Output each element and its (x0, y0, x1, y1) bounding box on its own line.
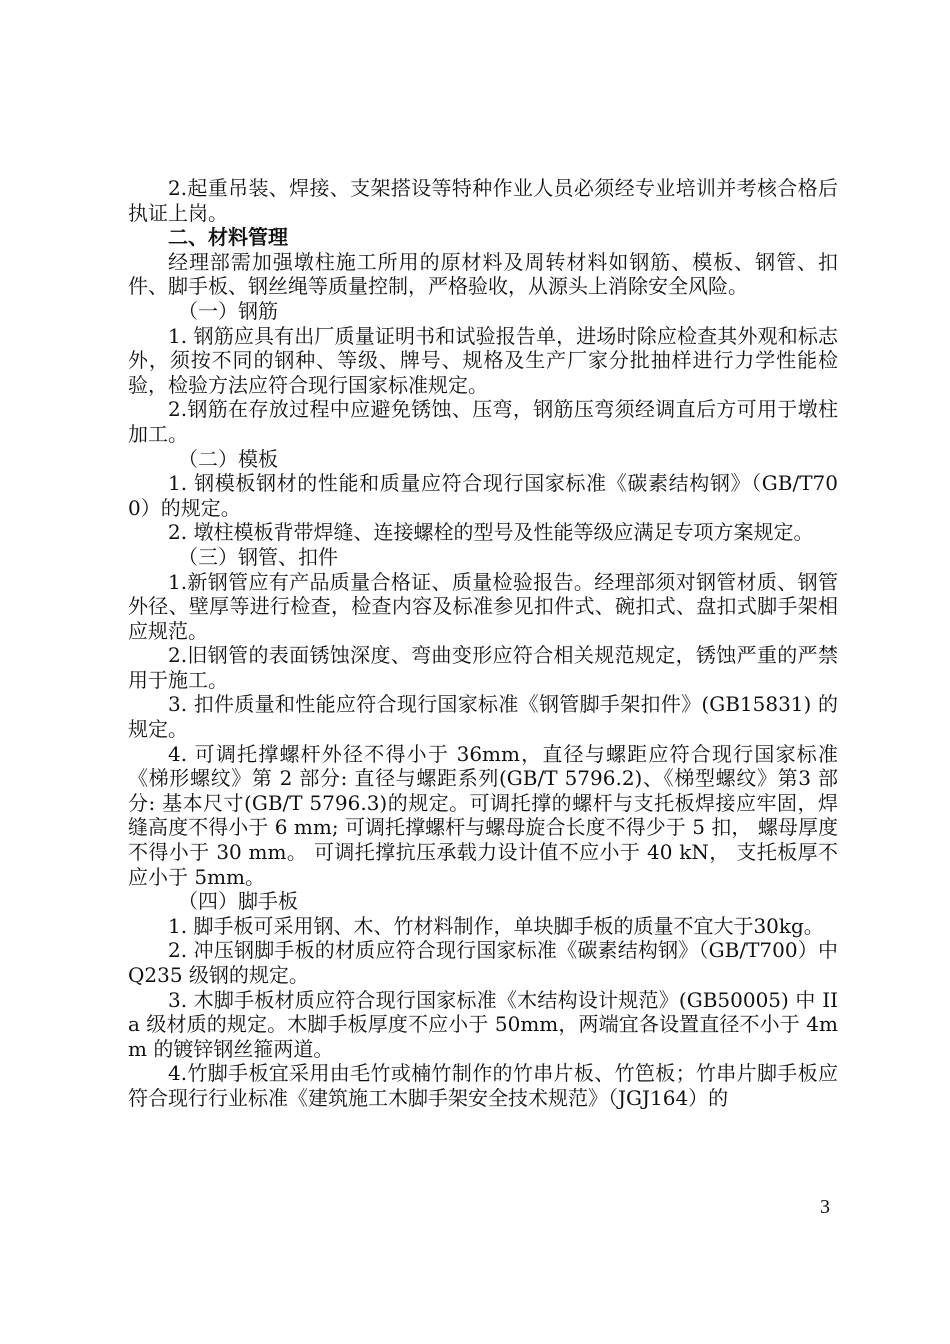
paragraph-scaffold-board-2: 2. 冲压钢脚手板的材质应符合现行国家标准《碳素结构钢》（GB/T700）中 Q235 级钢的规定。 (128, 938, 838, 987)
paragraph-scaffold-board-4: 4.竹脚手板宜采用由毛竹或楠竹制作的竹串片板、竹笆板；竹串片脚手板应符合现行行业标准《建筑施工木脚手架安全技术规范》（JGJ164）的 (128, 1061, 838, 1110)
paragraph-materials-intro: 经理部需加强墩柱施工所用的原材料及周转材料如钢筋、模板、钢管、扣件、脚手板、钢丝绳等质量控制，严格验收，从源头上消除安全风险。 (128, 249, 838, 299)
document-body (128, 176, 838, 1111)
paragraph-formwork-2: 2. 墩柱模板背带焊缝、连接螺栓的型号及性能等级应满足专项方案规定。 (168, 520, 814, 545)
subheading-formwork: （二）模板 (178, 446, 278, 471)
section-heading-materials: 二、材料管理 (168, 225, 288, 250)
paragraph-steel-pipe-1: 1.新钢管应有产品质量合格证、质量检验报告。经理部须对钢管材质、钢管外径、壁厚等进行检查，检查内容及标准参见扣件式、碗扣式、盘扣式脚手架相应规范。 (128, 569, 838, 643)
subheading-steel-pipe: （三）钢管、扣件 (178, 544, 338, 569)
paragraph-steel-pipe-4: 4. 可调托撑螺杆外径不得小于 36mm，直径与螺距应符合现行国家标准《梯形螺纹》第 2 部分: 直径与螺距系列(GB/T 5796.2)、《梯型螺纹》第3 部分: 基本尺寸(GB/T 5796.3)的规定。可调托撑的螺杆与支托板焊接应牢固，焊缝高度不得小于 6 mm; 可调托撑螺杆与螺母旋合长度不得少于 5 扣， 螺母厚度不得小于 30 mm。 可调托撑抗压承载力设计值不应小于 40 kN， 支托板厚不应小于 5mm。 (128, 741, 838, 889)
paragraph-scaffold-board-1: 1. 脚手板可采用钢、木、竹材料制作，单块脚手板的质量不宜大于30kg。 (168, 913, 824, 938)
page-number: 3 (820, 1196, 830, 1218)
paragraph-qualification: 2.起重吊装、焊接、支架搭设等特种作业人员必须经专业培训并考核合格后执证上岗。 (128, 176, 838, 225)
paragraph-rebar-2: 2.钢筋在存放过程中应避免锈蚀、压弯，钢筋压弯须经调直后方可用于墩柱加工。 (128, 397, 838, 446)
paragraph-rebar-1: 1. 钢筋应具有出厂质量证明书和试验报告单，进场时除应检查其外观和标志外，须按不同的钢种、等级、牌号、规格及生产厂家分批抽样进行力学性能检验，检验方法应符合现行国家标准规定。 (128, 323, 838, 397)
subheading-scaffold-board: （四）脚手板 (178, 889, 298, 914)
subheading-rebar: （一）钢筋 (178, 298, 278, 323)
paragraph-steel-pipe-3: 3. 扣件质量和性能应符合现行国家标准《钢管脚手架扣件》(GB15831) 的规定。 (128, 692, 838, 742)
paragraph-formwork-1: 1. 钢模板钢材的性能和质量应符合现行国家标准《碳素结构钢》（GB/T700）的规定。 (128, 471, 838, 520)
paragraph-steel-pipe-2: 2.旧钢管的表面锈蚀深度、弯曲变形应符合相关规范规定，锈蚀严重的严禁用于施工。 (128, 643, 838, 692)
paragraph-scaffold-board-3: 3. 木脚手板材质应符合现行国家标准《木结构设计规范》(GB50005) 中 IIa 级材质的规定。木脚手板厚度不应小于 50mm，两端宜各设置直径不小于 4mm 的镀锌钢丝箍两道。 (128, 987, 838, 1061)
